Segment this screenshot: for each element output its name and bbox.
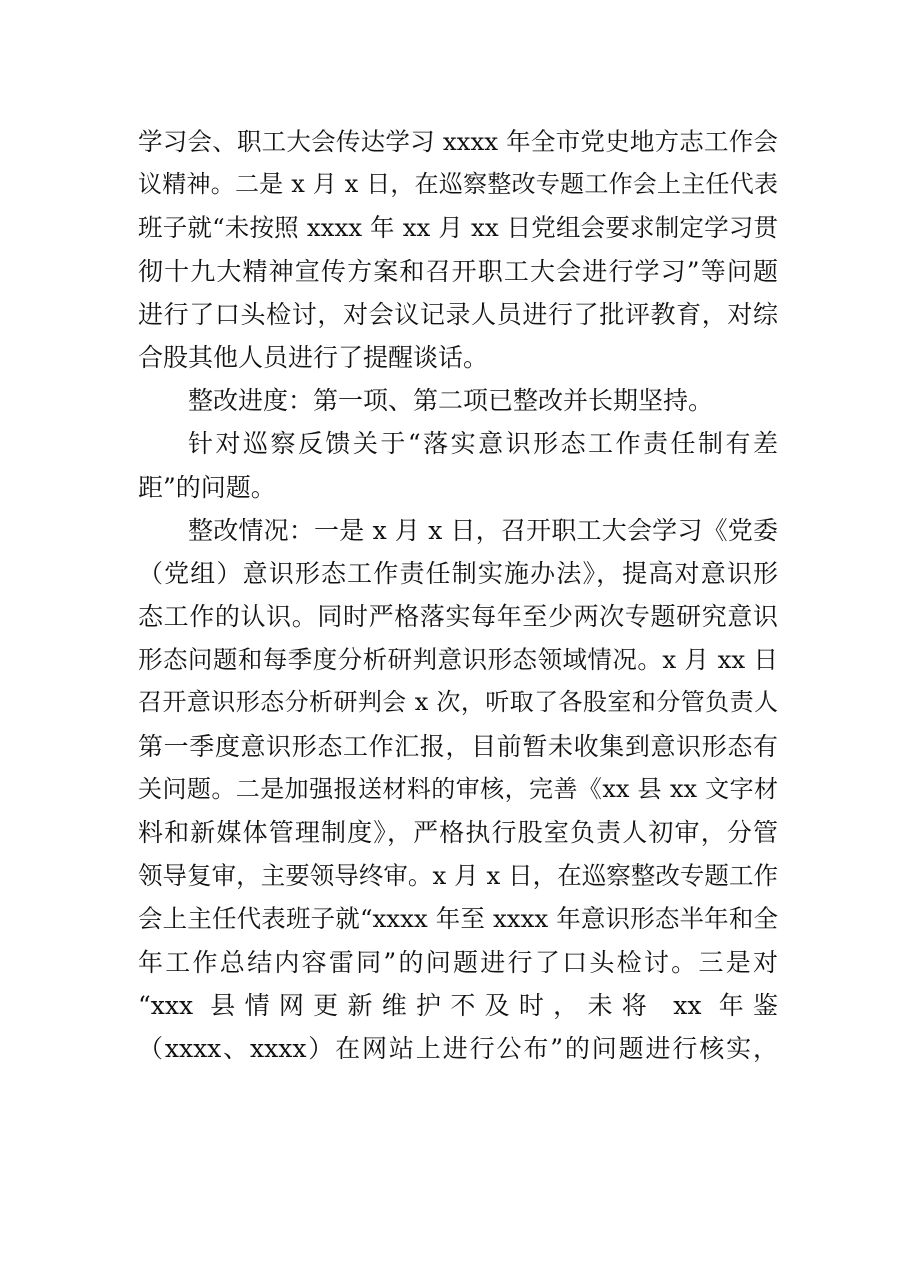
- text-line: 彻十九大精神宣传方案和召开职工大会进行学习”等问题: [138, 256, 778, 286]
- text-line: 会上主任代表班子就“xxxx 年至 xxxx 年意识形态半年和全: [138, 904, 778, 934]
- document-body: [138, 120, 778, 1070]
- text-line: 距”的问题。: [138, 472, 276, 502]
- text-line: “xxx 县情网更新维护不及时，未将 xx 年鉴: [138, 990, 778, 1020]
- text-line: 整改情况：一是 x 月 x 日，召开职工大会学习《党委: [188, 515, 778, 545]
- text-line: （xxxx、xxxx）在网站上进行公布”的问题进行核实，: [138, 1033, 778, 1063]
- text-line: 进行了口头检讨，对会议记录人员进行了批评教育，对综: [138, 299, 778, 329]
- text-line: 针对巡察反馈关于“落实意识形态工作责任制有差: [188, 429, 778, 459]
- text-line: 召开意识形态分析研判会 x 次，听取了各股室和分管负责人: [138, 688, 778, 717]
- text-line: 合股其他人员进行了提醒谈话。: [138, 342, 489, 372]
- text-line: 班子就“未按照 xxxx 年 xx 月 xx 日党组会要求制定学习贯: [138, 213, 778, 243]
- text-line: 议精神。二是 x 月 x 日，在巡察整改专题工作会上主任代表: [138, 170, 778, 199]
- text-line: 整改进度：第一项、第二项已整改并长期坚持。: [188, 386, 714, 416]
- text-line: 年工作总结内容雷同”的问题进行了口头检讨。三是对: [138, 947, 778, 977]
- text-line: （党组）意识形态工作责任制实施办法》，提高对意识形: [138, 558, 778, 588]
- text-line: 态工作的认识。同时严格落实每年至少两次专题研究意识: [138, 602, 778, 632]
- text-line: 料和新媒体管理制度》，严格执行股室负责人初审，分管: [138, 818, 778, 847]
- text-line: 形态问题和每季度分析研判意识形态领域情况。x 月 xx 日: [138, 645, 778, 675]
- text-line: 第一季度意识形态工作汇报，目前暂未收集到意识形态有: [138, 731, 778, 761]
- text-line: 学习会、职工大会传达学习 xxxx 年全市党史地方志工作会: [138, 127, 778, 156]
- text-line: 领导复审，主要领导终审。x 月 x 日，在巡察整改专题工作: [138, 861, 778, 891]
- text-line: 关问题。二是加强报送材料的审核，完善《xx 县 xx 文字材: [138, 774, 778, 803]
